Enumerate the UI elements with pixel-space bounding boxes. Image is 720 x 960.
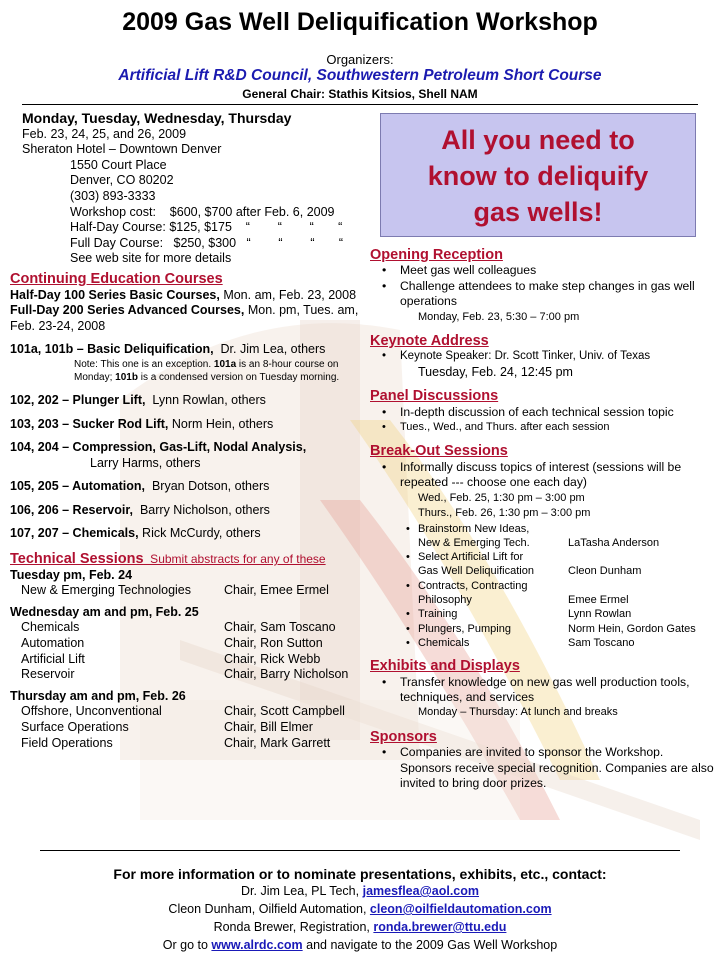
page-title: 2009 Gas Well Deliquification Workshop <box>122 8 598 36</box>
session-row: Reservoir Chair, Barry Nicholson <box>21 667 349 682</box>
course-101-note: Note: This one is an exception. 101a is an 8-hour course on Monday; 101b is a condensed version on Tuesday morning. <box>74 358 340 383</box>
website-link[interactable]: www.alrdc.com <box>211 938 303 952</box>
schedule-dates: Feb. 23, 24, 25, and 26, 2009 <box>22 126 187 141</box>
exhibits-title: Exhibits and Displays <box>370 658 520 675</box>
keynote-bullet-1: • Keynote Speaker: Dr. Scott Tinker, Univ. of Texas <box>370 349 715 364</box>
breakout-bullet-1: • Informally discuss topics of interest (sessions will be repeated --- choose one each day) <box>370 460 715 491</box>
schedule-half-day: Half-Day Course: $125, $175 “ “ “ “ <box>70 220 343 235</box>
schedule-web: See web site for more details <box>70 251 232 266</box>
panel-title: Panel Discussions <box>370 388 499 405</box>
opening-bullet-1: • Meet gas well colleagues <box>370 263 715 278</box>
schedule-phone: (303) 893-3333 <box>70 188 156 203</box>
header-divider <box>22 104 698 105</box>
education-full-day: Full-Day 200 Series Advanced Courses, Mon. pm, Tues. am, Feb. 23-24, 2008 <box>10 303 359 333</box>
keynote-time: Tuesday, Feb. 24, 12:45 pm <box>418 364 573 379</box>
breakout-topic: • Chemicals Sam Toscano <box>406 636 635 649</box>
breakout-title: Break-Out Sessions <box>370 443 508 460</box>
session-row: Surface Operations Chair, Bill Elmer <box>21 720 313 734</box>
session-row: Chemicals Chair, Sam Toscano <box>21 620 336 635</box>
organizers-label: Organizers: <box>326 52 394 67</box>
schedule-cost: Workshop cost: $600, $700 after Feb. 6, 2009 <box>70 204 335 219</box>
contact-lea: Dr. Jim Lea, PL Tech, jamesflea@aol.com <box>241 884 479 898</box>
breakout-topic: • Contracts, Contracting Philosophy Emee Ermel <box>406 579 629 606</box>
tuesday-heading: Tuesday pm, Feb. 24 <box>10 567 133 582</box>
wednesday-heading: Wednesday am and pm, Feb. 25 <box>10 604 199 619</box>
course-106: 106, 206 – Reservoir, Barry Nicholson, others <box>10 502 270 517</box>
breakout-topic: • Training Lynn Rowlan <box>406 608 632 621</box>
contact-brewer: Ronda Brewer, Registration, ronda.brewer@ttu.edu <box>213 920 507 934</box>
technical-heading: Technical Sessions Submit abstracts for any of these <box>10 551 326 568</box>
opening-title: Opening Reception <box>370 247 503 263</box>
website-line: Or go to www.alrdc.com and navigate to the 2009 Gas Well Workshop <box>162 938 558 952</box>
course-103: 103, 203 – Sucker Rod Lift, Norm Hein, others <box>10 416 274 431</box>
thursday-heading: Thursday am and pm, Feb. 26 <box>10 688 186 703</box>
schedule-days: Monday, Tuesday, Wednesday, Thursday <box>22 110 292 126</box>
sponsors-bullet-1: • Companies are invited to sponsor the Workshop. Sponsors receive special recognition. Companies are also invited to bring door prizes. <box>370 745 715 791</box>
exhibits-time: Monday – Thursday: At lunch and breaks <box>418 706 618 719</box>
callout-line-3: gas wells! <box>473 197 603 227</box>
breakout-time-1: Wed., Feb. 25, 1:30 pm – 3:00 pm <box>418 491 585 504</box>
course-105: 105, 205 – Automation, Bryan Dotson, others <box>10 479 270 494</box>
session-row: Artificial Lift Chair, Rick Webb <box>21 651 321 666</box>
breakout-topic: • Brainstorm New Ideas, New & Emerging Tech. LaTasha Anderson <box>406 522 660 549</box>
breakout-time-2: Thurs., Feb. 26, 1:30 pm – 3:00 pm <box>418 507 591 520</box>
course-107: 107, 207 – Chemicals, Rick McCurdy, others <box>10 526 261 541</box>
schedule-address1: 1550 Court Place <box>70 157 167 172</box>
course-102: 102, 202 – Plunger Lift, Lynn Rowlan, others <box>10 392 266 407</box>
education-title: Continuing Education Courses <box>10 270 223 287</box>
education-half-day: Half-Day 100 Series Basic Courses, Mon. am, Feb. 23, 2008 <box>10 287 357 302</box>
schedule-address2: Denver, CO 80202 <box>70 173 174 188</box>
course-104: 104, 204 – Compression, Gas-Lift, Nodal Analysis, <box>10 440 307 455</box>
left-column <box>10 111 370 751</box>
footer-divider <box>40 850 680 851</box>
opening-bullet-2: • Challenge attendees to make step changes in gas well operations <box>370 279 715 310</box>
session-row: Offshore, Unconventional Chair, Scott Campbell <box>21 704 345 719</box>
callout-box <box>380 113 696 237</box>
sponsors-title: Sponsors <box>370 728 437 745</box>
email-link-lea[interactable]: jamesflea@aol.com <box>362 884 479 898</box>
footer-heading: For more information or to nominate presentations, exhibits, etc., contact: <box>113 866 607 882</box>
course-101: 101a, 101b – Basic Deliquification, Dr. Jim Lea, others <box>10 342 326 357</box>
panel-sub: • Tues., Wed., and Thurs. after each session <box>370 420 715 435</box>
session-row: Field Operations Chair, Mark Garrett <box>21 735 331 750</box>
breakout-topic: • Plungers, Pumping Norm Hein, Gordon Gates <box>406 622 696 635</box>
schedule-full-day: Full Day Course: $250, $300 “ “ “ “ <box>70 235 344 250</box>
opening-time: Monday, Feb. 23, 5:30 – 7:00 pm <box>418 310 580 323</box>
general-chair: General Chair: Stathis Kitsios, Shell NAM <box>242 87 478 101</box>
course-104-instructor: Larry Harms, others <box>90 455 201 470</box>
breakout-topic: • Select Artificial Lift for Gas Well Deliquification Cleon Dunham <box>406 551 642 578</box>
email-link-brewer[interactable]: ronda.brewer@ttu.edu <box>373 920 507 934</box>
callout-line-1: All you need to <box>441 125 635 155</box>
exhibits-bullet-1: • Transfer knowledge on new gas well production tools, techniques, and services <box>370 675 715 706</box>
session-row: Automation Chair, Ron Sutton <box>21 636 323 651</box>
panel-bullet-1: • In-depth discussion of each technical session topic <box>370 405 715 420</box>
callout-line-2: know to deliquify <box>427 161 649 191</box>
organizers: Artificial Lift R&D Council, Southwestern Petroleum Short Course <box>118 67 602 84</box>
right-column <box>370 248 715 791</box>
email-link-dunham[interactable]: cleon@oilfieldautomation.com <box>369 902 552 916</box>
keynote-title: Keynote Address <box>370 333 489 350</box>
schedule-hotel: Sheraton Hotel – Downtown Denver <box>22 142 222 157</box>
contact-dunham: Cleon Dunham, Oilfield Automation, cleon@oilfieldautomation.com <box>168 902 552 916</box>
session-row: New & Emerging Technologies Chair, Emee Ermel <box>21 583 329 598</box>
